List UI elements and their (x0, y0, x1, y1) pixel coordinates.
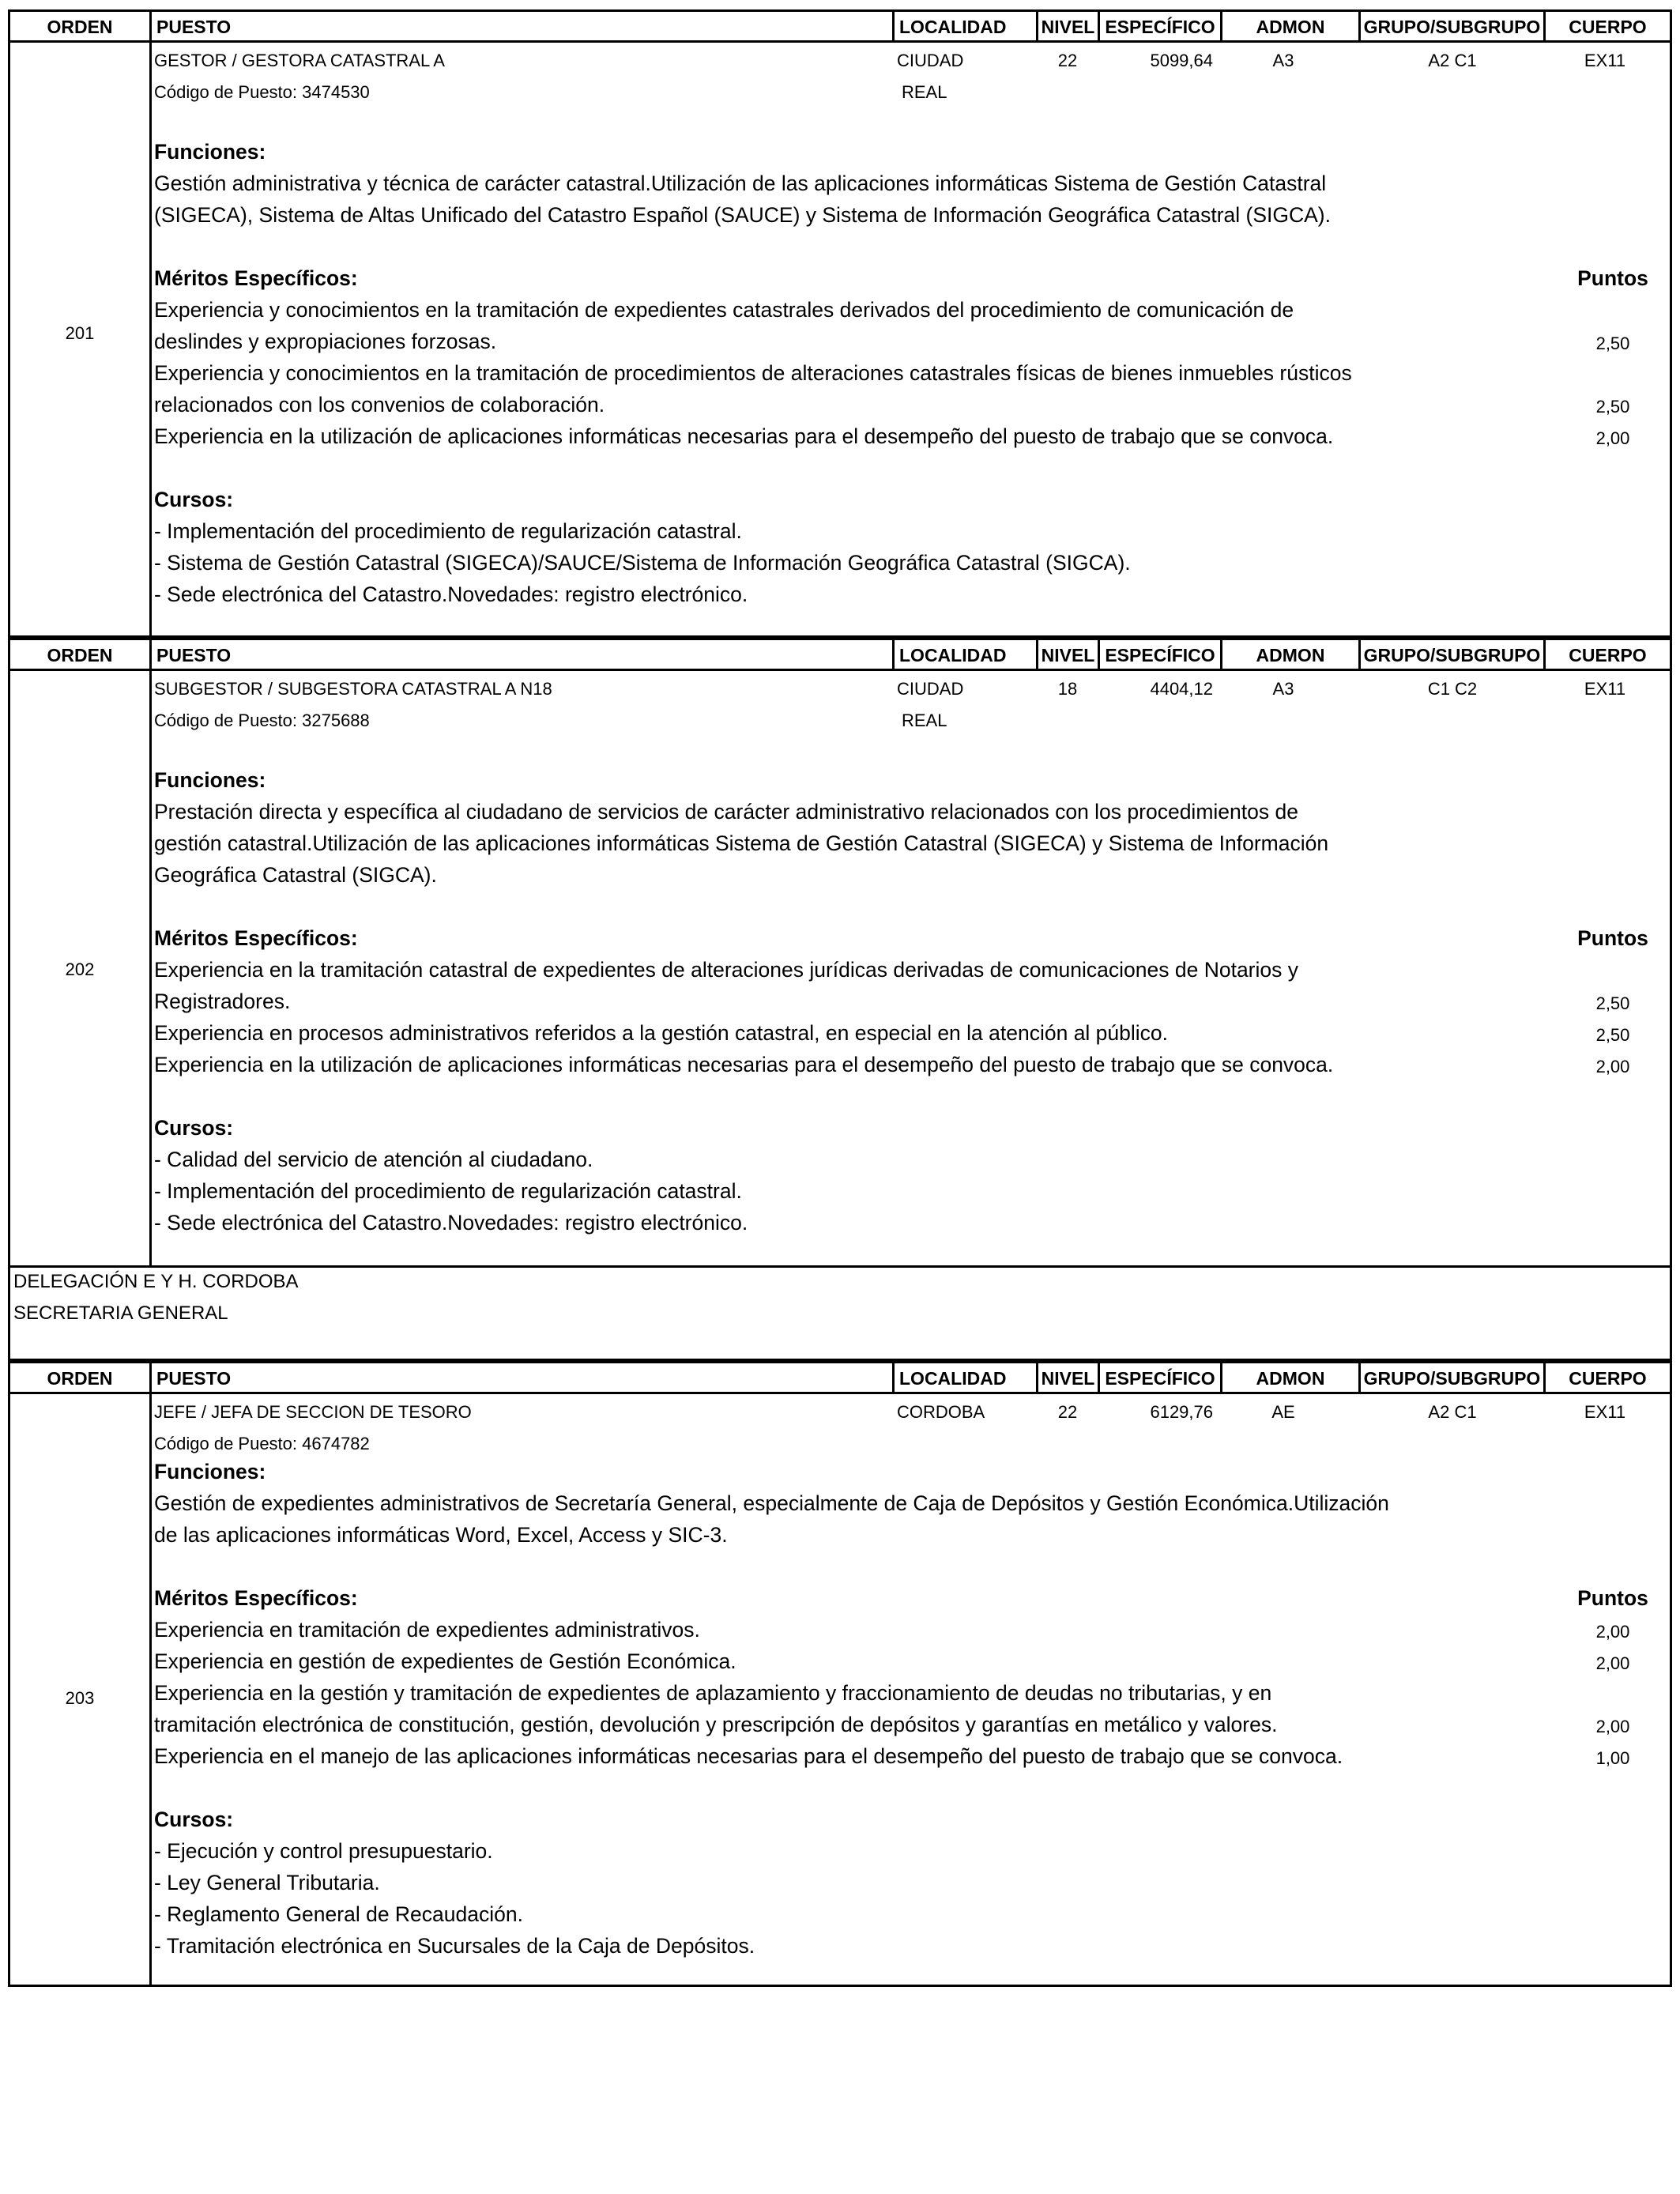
merito-line: Experiencia en gestión de expedientes de Gestión Económica. (154, 1649, 736, 1673)
merito-line: Registradores. (154, 990, 291, 1013)
cursos-label: Cursos: (154, 1116, 234, 1140)
header-admon: ADMON (1220, 12, 1358, 40)
puesto-title: GESTOR / GESTORA CATASTRAL A (154, 51, 445, 70)
merito-line: deslindes y expropiaciones forzosas. (154, 330, 497, 353)
merito-line: Experiencia en procesos administrativos referidos a la gestión catastral, en especial en la atención al público. (154, 1021, 1169, 1045)
puntos-value: 2,00 (1595, 1057, 1630, 1076)
job-block-201 (8, 9, 1672, 638)
cursos-label: Cursos: (154, 1808, 234, 1831)
puntos-value: 2,00 (1595, 1622, 1630, 1642)
header-puesto: PUESTO (149, 12, 892, 40)
nivel-value: 22 (1057, 51, 1078, 70)
merito-line: relacionados con los convenios de colaboración. (154, 393, 605, 417)
especifico-value: 4404,12 (1150, 679, 1213, 699)
header-admon: ADMON (1220, 1363, 1358, 1392)
job-body (10, 1394, 1670, 1987)
header-especifico: ESPECÍFICO (1098, 640, 1220, 669)
job-body (10, 43, 1670, 638)
funciones-line: Geográfica Catastral (SIGCA). (154, 863, 437, 887)
meritos-label: Méritos Específicos: (154, 926, 358, 950)
curso-line: - Sistema de Gestión Catastral (SIGECA)/SAUCE/Sistema de Información Geográfica Catastral (SIGCA). (154, 551, 1131, 575)
meritos-label: Méritos Específicos: (154, 1586, 358, 1610)
merito-line: tramitación electrónica de constitución, gestión, devolución y prescripción de depósitos y garantías en metálico y valores. (154, 1713, 1278, 1736)
cuerpo-value: EX11 (1584, 679, 1626, 699)
merito-line: Experiencia en la tramitación catastral de expedientes de alteraciones jurídicas derivadas de comunicaciones de Notarios y (154, 958, 1298, 982)
header-localidad: LOCALIDAD (892, 1363, 1036, 1392)
cuerpo-value: EX11 (1584, 51, 1626, 70)
merito-line: Experiencia en la utilización de aplicaciones informáticas necesarias para el desempeño del puesto de trabajo que se convoca. (154, 424, 1334, 448)
curso-line: - Sede electrónica del Catastro.Novedades: registro electrónico. (154, 1211, 748, 1235)
funciones-label: Funciones: (154, 140, 266, 164)
merito-line: Experiencia y conocimientos en la tramitación de procedimientos de alteraciones catastrales físicas de bienes inmuebles rústicos (154, 361, 1352, 385)
funciones-line: gestión catastral.Utilización de las aplicaciones informáticas Sistema de Gestión Catastral (SIGECA) y Sistema de Información (154, 831, 1329, 855)
header-localidad: LOCALIDAD (892, 640, 1036, 669)
merito-line: Experiencia en la gestión y tramitación de expedientes de aplazamiento y fraccionamiento de deudas no tributarias, y en (154, 1681, 1272, 1705)
puntos-value: 2,00 (1595, 1653, 1630, 1673)
merito-line: Experiencia en la utilización de aplicaciones informáticas necesarias para el desempeño del puesto de trabajo que se convoca. (154, 1053, 1334, 1076)
grupo-value: A2 C1 (1428, 1402, 1477, 1422)
puntos-value: 2,50 (1595, 397, 1630, 417)
header-nivel: NIVEL (1036, 12, 1098, 40)
puntos-value: 2,00 (1595, 428, 1630, 448)
puntos-value: 2,50 (1595, 1025, 1630, 1045)
grupo-value: A2 C1 (1428, 51, 1477, 70)
orden-number: 203 (65, 1688, 95, 1708)
merito-line: Experiencia en tramitación de expedientes administrativos. (154, 1618, 700, 1642)
section-line2: SECRETARIA GENERAL (13, 1302, 228, 1324)
job-body (10, 671, 1670, 1268)
table-header (10, 12, 1670, 43)
puesto-title: JEFE / JEFA DE SECCION DE TESORO (154, 1402, 472, 1422)
header-cuerpo: CUERPO (1543, 1363, 1670, 1392)
localidad-line2: REAL (902, 711, 947, 730)
merito-line: Experiencia en el manejo de las aplicaciones informáticas necesarias para el desempeño del puesto de trabajo que se convoca. (154, 1744, 1343, 1768)
header-localidad: LOCALIDAD (892, 12, 1036, 40)
header-orden: ORDEN (47, 17, 113, 37)
nivel-value: 18 (1057, 679, 1078, 699)
puntos-value: 2,00 (1595, 1717, 1630, 1736)
especifico-value: 6129,76 (1150, 1402, 1213, 1422)
admon-value: AE (1271, 1402, 1295, 1422)
localidad-line2: REAL (902, 82, 947, 102)
puntos-label: Puntos (1577, 1586, 1648, 1610)
header-orden: ORDEN (47, 645, 113, 665)
header-cuerpo: CUERPO (1543, 12, 1670, 40)
admon-value: A3 (1272, 51, 1294, 70)
document-page (8, 9, 1672, 1987)
header-puesto: PUESTO (149, 1363, 892, 1392)
curso-line: - Ley General Tributaria. (154, 1871, 380, 1894)
curso-line: - Reglamento General de Recaudación. (154, 1902, 523, 1926)
puntos-value: 1,00 (1595, 1748, 1630, 1768)
table-header (10, 1361, 1670, 1394)
header-grupo: GRUPO/SUBGRUPO (1358, 640, 1543, 669)
funciones-line: Gestión de expedientes administrativos de Secretaría General, especialmente de Caja de Depósitos y Gestión Económica.Utilización (154, 1491, 1389, 1515)
header-nivel: NIVEL (1036, 640, 1098, 669)
header-especifico: ESPECÍFICO (1098, 1363, 1220, 1392)
section-heading (8, 1268, 1672, 1361)
localidad-line1: CIUDAD (897, 51, 964, 70)
orden-number: 201 (65, 323, 95, 343)
header-admon: ADMON (1220, 640, 1358, 669)
curso-line: - Ejecución y control presupuestario. (154, 1839, 493, 1863)
codigo-puesto: Código de Puesto: 4674782 (154, 1434, 370, 1453)
puesto-title: SUBGESTOR / SUBGESTORA CATASTRAL A N18 (154, 679, 552, 699)
job-block-202 (8, 638, 1672, 1268)
table-header (10, 638, 1670, 671)
header-cuerpo: CUERPO (1543, 640, 1670, 669)
puntos-label: Puntos (1577, 926, 1648, 950)
job-block-203 (8, 1361, 1672, 1987)
header-grupo: GRUPO/SUBGRUPO (1358, 12, 1543, 40)
funciones-line: Prestación directa y específica al ciudadano de servicios de carácter administrativo relacionados con los procedimientos de (154, 800, 1298, 824)
meritos-label: Méritos Específicos: (154, 266, 358, 290)
cursos-label: Cursos: (154, 488, 234, 511)
section-line1: DELEGACIÓN E Y H. CORDOBA (13, 1271, 299, 1292)
codigo-puesto: Código de Puesto: 3474530 (154, 82, 370, 102)
funciones-line: (SIGECA), Sistema de Altas Unificado del Catastro Español (SAUCE) y Sistema de Información Geográfica Catastral (SIGCA). (154, 203, 1331, 227)
funciones-label: Funciones: (154, 768, 266, 792)
curso-line: - Tramitación electrónica en Sucursales de la Caja de Depósitos. (154, 1934, 755, 1958)
grupo-value: C1 C2 (1427, 679, 1478, 699)
cuerpo-value: EX11 (1584, 1402, 1626, 1422)
puntos-value: 2,50 (1595, 334, 1630, 353)
localidad-line1: CIUDAD (897, 679, 964, 699)
nivel-value: 22 (1057, 1402, 1078, 1422)
header-especifico: ESPECÍFICO (1098, 12, 1220, 40)
admon-value: A3 (1272, 679, 1294, 699)
curso-line: - Sede electrónica del Catastro.Novedades: registro electrónico. (154, 582, 748, 606)
header-nivel: NIVEL (1036, 1363, 1098, 1392)
puntos-label: Puntos (1577, 266, 1648, 290)
especifico-value: 5099,64 (1150, 51, 1213, 70)
curso-line: - Implementación del procedimiento de regularización catastral. (154, 1179, 742, 1203)
curso-line: - Implementación del procedimiento de regularización catastral. (154, 519, 742, 543)
puntos-value: 2,50 (1595, 993, 1630, 1013)
funciones-line: de las aplicaciones informáticas Word, Excel, Access y SIC-3. (154, 1523, 728, 1547)
header-puesto: PUESTO (149, 640, 892, 669)
funciones-line: Gestión administrativa y técnica de carácter catastral.Utilización de las aplicaciones informáticas Sistema de Gestión Catastral (154, 172, 1327, 195)
localidad-line1: CORDOBA (897, 1402, 985, 1422)
orden-number: 202 (65, 959, 95, 979)
merito-line: Experiencia y conocimientos en la tramitación de expedientes catastrales derivados del procedimiento de comunicación de (154, 298, 1294, 322)
funciones-label: Funciones: (154, 1460, 266, 1483)
curso-line: - Calidad del servicio de atención al ciudadano. (154, 1148, 593, 1171)
codigo-puesto: Código de Puesto: 3275688 (154, 711, 370, 730)
header-grupo: GRUPO/SUBGRUPO (1358, 1363, 1543, 1392)
header-orden: ORDEN (47, 1368, 113, 1389)
